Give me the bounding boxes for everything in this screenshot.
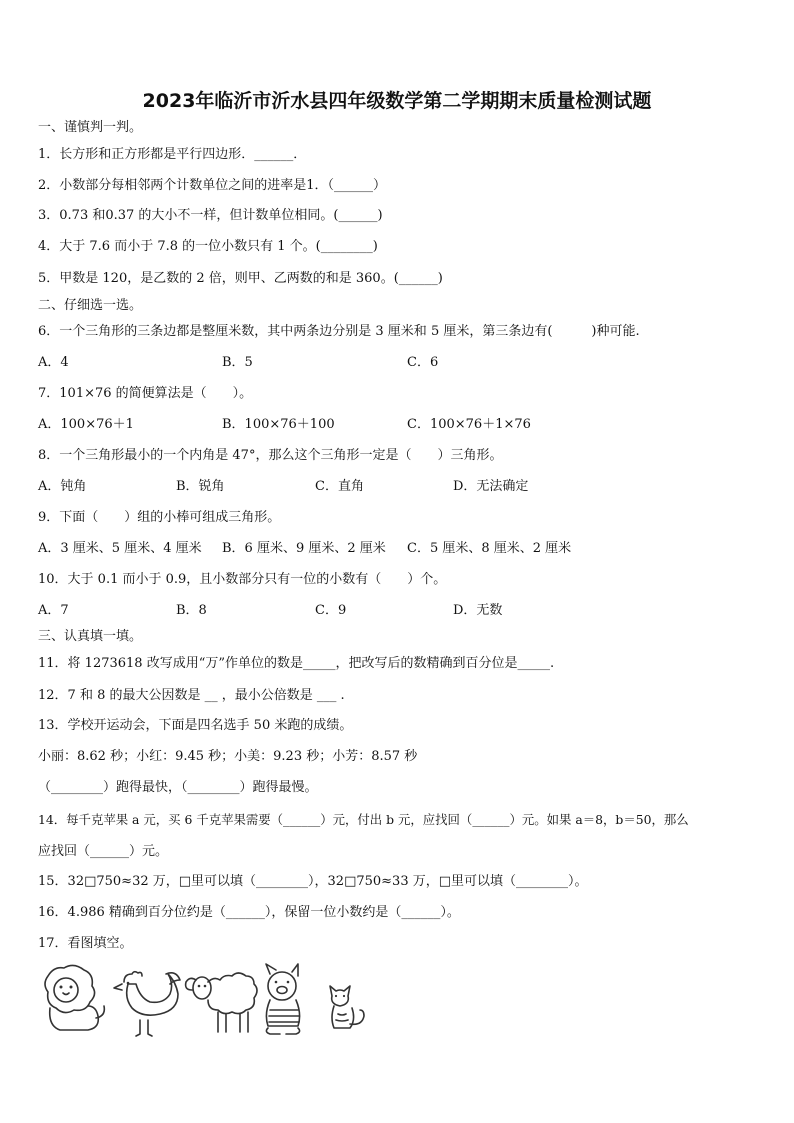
question-10-stem: 10．大于 0.1 而小于 0.9，且小数部分只有一位的小数有（ ）个。 (38, 572, 447, 587)
question-6-option-c: C．6 (407, 355, 439, 370)
question-8-option-d: D．无法确定 (453, 479, 529, 494)
question-10-option-b: B．8 (176, 603, 207, 618)
question-7-option-c: C．100×76＋1×76 (407, 417, 531, 432)
question-6-stem: 6．一个三角形的三条边都是整厘米数，其中两条边分别是 3 厘米和 5 厘米，第三条边有( )种可能. (38, 324, 640, 339)
page-title: 2023年临沂市沂水县四年级数学第二学期期末质量检测试题 (142, 90, 652, 112)
question-16: 16．4.986 精确到百分位约是（______），保留一位小数约是（______）。 (38, 905, 460, 920)
question-9-option-a: A．3 厘米、5 厘米、4 厘米 (38, 541, 202, 556)
cat-icon (330, 986, 364, 1028)
question-9-stem: 9．下面（ ）组的小棒可组成三角形。 (38, 510, 281, 525)
question-13-scores: 小丽：8.62 秒；小红：9.45 秒；小美：9.23 秒；小芳：8.57 秒 (38, 749, 418, 764)
section-heading-2: 二、仔细选一选。 (38, 298, 143, 313)
question-13-stem: 13．学校开运动会，下面是四名选手 50 米跑的成绩。 (38, 718, 353, 733)
question-8-option-c: C．直角 (315, 479, 364, 494)
question-5: 5．甲数是 120，是乙数的 2 倍，则甲、乙两数的和是 360。(______) (38, 271, 443, 286)
question-10-option-c: C．9 (315, 603, 347, 618)
question-8-stem: 8．一个三角形最小的一个内角是 47°，那么这个三角形一定是（ ）三角形。 (38, 448, 503, 463)
question-15: 15．32□750≈32 万，□里可以填（________），32□750≈33 万，□里可以填（________）。 (38, 874, 588, 889)
question-10-option-d: D．无数 (453, 603, 503, 618)
pig-icon (266, 964, 300, 1034)
question-9-option-b: B．6 厘米、9 厘米、2 厘米 (222, 541, 386, 556)
question-9-option-c: C．5 厘米、8 厘米、2 厘米 (407, 541, 572, 556)
question-12: 12．7 和 8 的最大公因数是 __ ，最小公倍数是 ___ . (38, 688, 345, 703)
question-17: 17．看图填空。 (38, 936, 133, 951)
question-2: 2．小数部分每相邻两个计数单位之间的进率是1．（______） (38, 178, 387, 193)
lion-icon (45, 965, 104, 1030)
question-13-blanks: （________）跑得最快，（________）跑得最慢。 (38, 780, 318, 795)
question-7-option-b: B．100×76＋100 (222, 417, 335, 432)
question-4: 4．大于 7.6 而小于 7.8 的一位小数只有 1 个。(________) (38, 239, 378, 254)
section-heading-1: 一、谨慎判一判。 (38, 120, 143, 135)
section-heading-3: 三、认真填一填。 (38, 629, 143, 644)
question-3: 3．0.73 和0.37 的大小不一样，但计数单位相同。(______) (38, 208, 383, 223)
question-7-stem: 7．101×76 的简便算法是（ ）。 (38, 386, 253, 401)
question-1: 1．长方形和正方形都是平行四边形．______． (38, 147, 307, 162)
question-6-option-b: B．5 (222, 355, 253, 370)
question-7-option-a: A．100×76＋1 (38, 417, 134, 432)
question-14-line-1: 14．每千克苹果 a 元，买 6 千克苹果需要（______）元，付出 b 元，应找回（______）元。如果 a＝8，b＝50，那么 (38, 812, 689, 827)
animal-illustrations (36, 962, 376, 1040)
question-8-option-a: A．钝角 (38, 479, 87, 494)
question-6-option-a: A．4 (38, 355, 69, 370)
question-11: 11．将 1273618 改写成用“万”作单位的数是_____，把改写后的数精确到百分位是_____. (38, 656, 555, 671)
question-8-option-b: B．锐角 (176, 479, 225, 494)
question-10-option-a: A．7 (38, 603, 69, 618)
sheep-icon (186, 973, 257, 1032)
rooster-icon (114, 972, 180, 1036)
question-14-line-2: 应找回（______）元。 (38, 844, 169, 859)
